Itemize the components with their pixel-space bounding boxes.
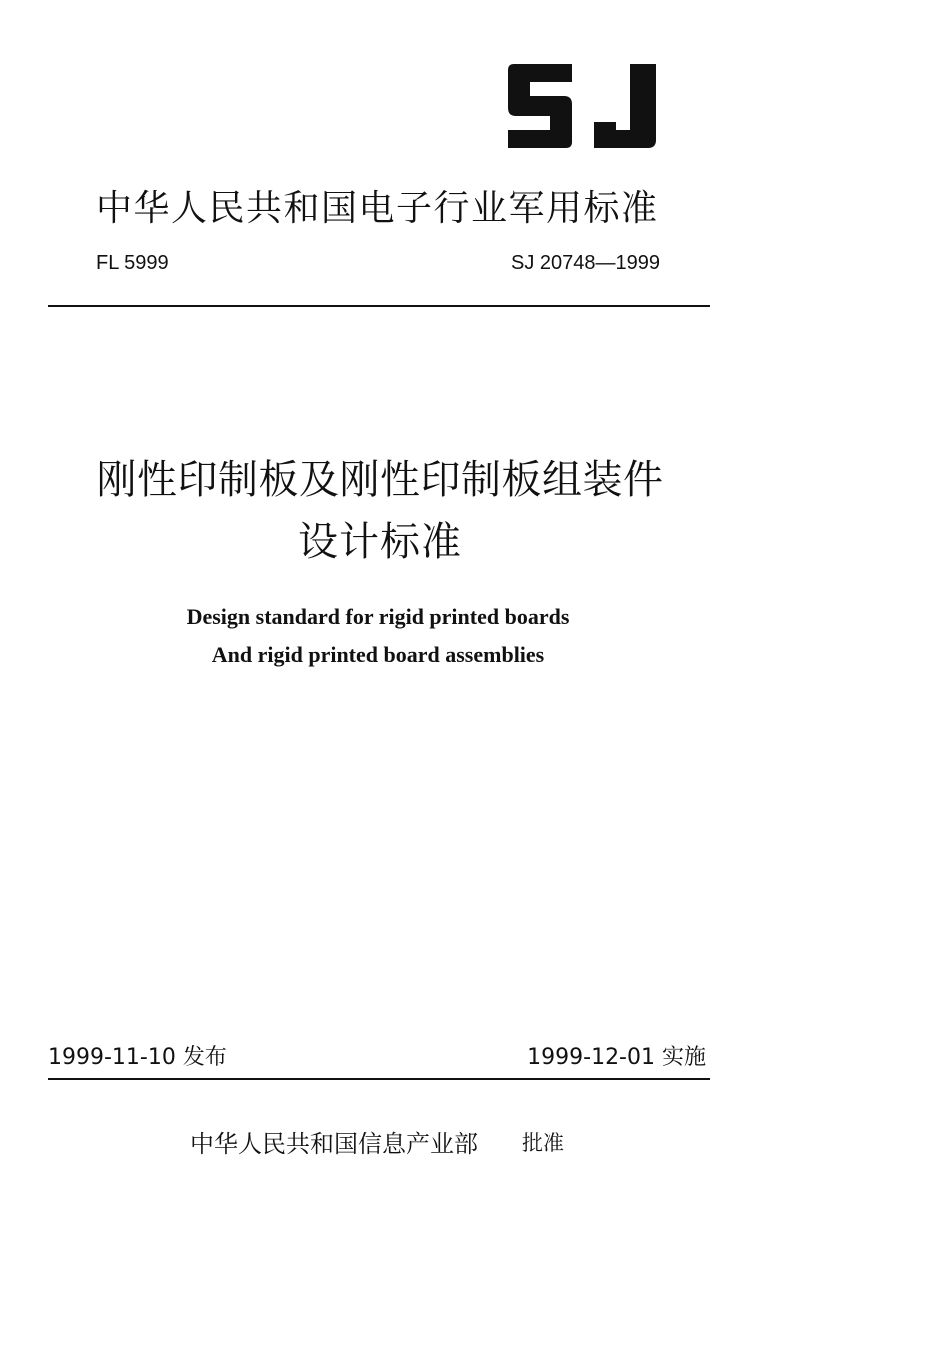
top-divider xyxy=(48,305,710,307)
logo-letter-s xyxy=(508,64,572,148)
logo-letter-j xyxy=(594,64,656,148)
approval-label: 批准 xyxy=(522,1131,564,1155)
organization-title: 中华人民共和国电子行业军用标准 xyxy=(96,188,659,229)
issue-date: 1999-11-10 发布 xyxy=(48,1045,227,1070)
classification-code: FL 5999 xyxy=(96,252,169,274)
implementation-date: 1999-12-01 实施 xyxy=(527,1045,706,1070)
approving-authority: 中华人民共和国信息产业部 xyxy=(190,1130,478,1158)
standard-number: SJ 20748—1999 xyxy=(510,252,660,274)
chinese-title-line-1: 刚性印制板及刚性印制板组装件 xyxy=(96,457,664,503)
chinese-title-line-2: 设计标准 xyxy=(298,519,462,565)
sj-logo xyxy=(502,60,662,152)
english-title-line-1: Design standard for rigid printed boards xyxy=(186,604,570,629)
english-title-line-2: And rigid printed board assemblies xyxy=(211,642,545,667)
bottom-divider xyxy=(48,1078,710,1080)
